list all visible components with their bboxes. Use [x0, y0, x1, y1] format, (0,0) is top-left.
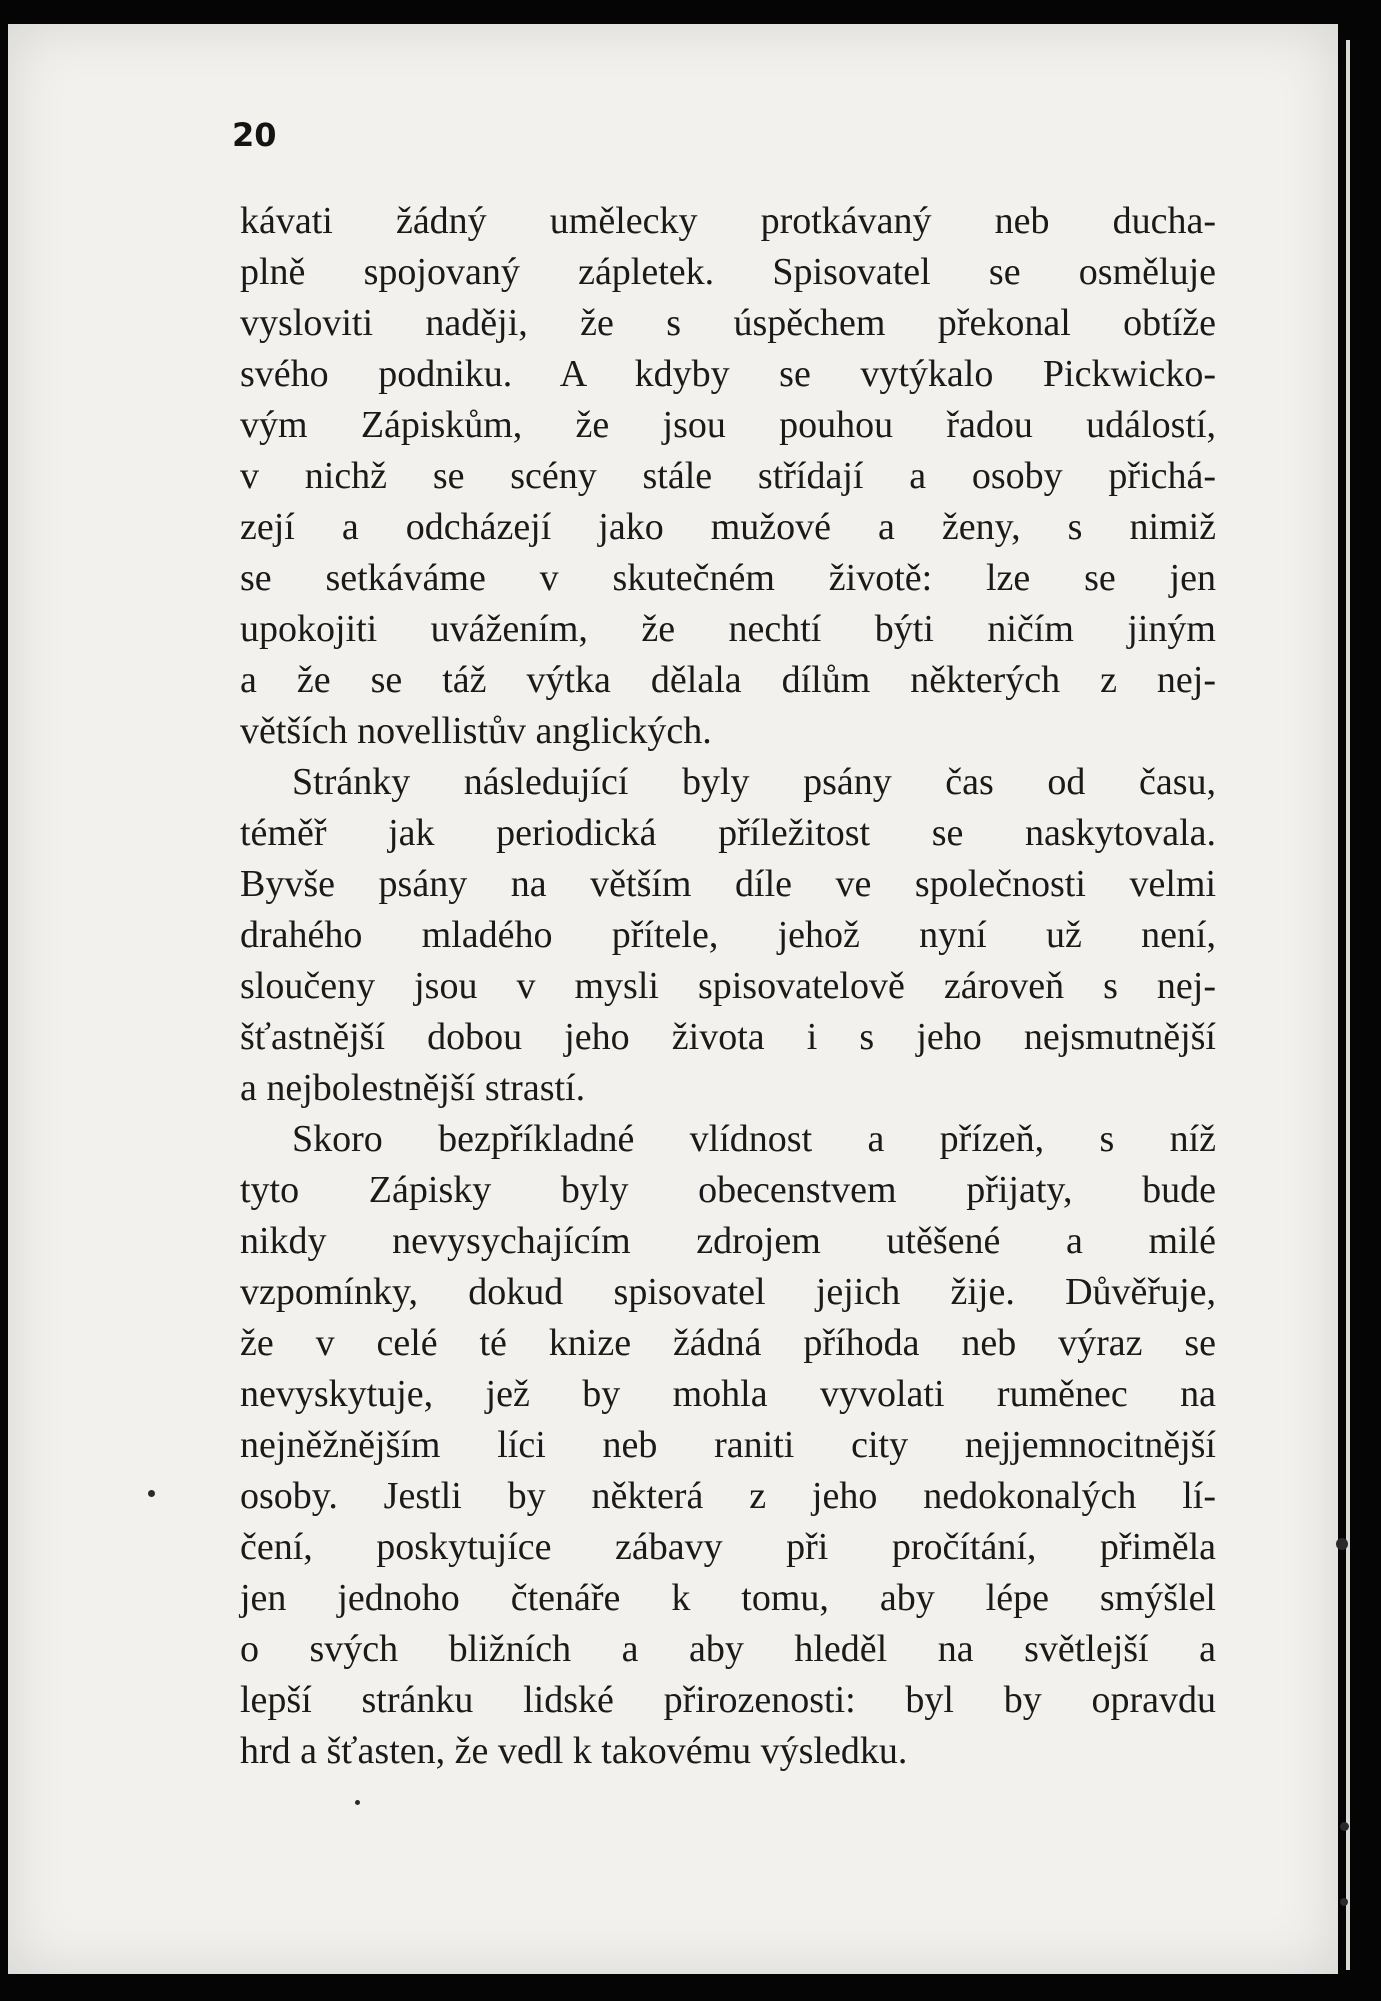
page-edge	[1346, 40, 1350, 1970]
text-line: že v celé té knize žádná příhoda neb výraz se	[240, 1322, 1216, 1364]
text-line: a že se táž výtka dělala dílům některých z nej-	[240, 659, 1216, 701]
scan-speck	[1340, 1898, 1348, 1906]
text-line: téměř jak periodická příležitost se naskytovala.	[240, 812, 1216, 854]
text-line: drahého mladého přítele, jehož nyní už není,	[240, 914, 1216, 956]
text-line: šťastnější dobou jeho života i s jeho nejsmutnější	[240, 1016, 1216, 1058]
text-line: Byvše psány na větším díle ve společnosti velmi	[240, 863, 1216, 905]
text-line: nikdy nevysychajícím zdrojem utěšené a milé	[240, 1220, 1216, 1262]
text-line: tyto Zápisky byly obecenstvem přijaty, bude	[240, 1169, 1216, 1211]
text-line: osoby. Jestli by některá z jeho nedokonalých lí-	[240, 1475, 1216, 1517]
text-line: vzpomínky, dokud spisovatel jejich žije. Důvěřuje,	[240, 1271, 1216, 1313]
text-line: vým Zápiskům, že jsou pouhou řadou událostí,	[240, 404, 1216, 446]
text-line: kávati žádný umělecky protkávaný neb ducha-	[240, 200, 1216, 242]
text-line: nevyskytuje, jež by mohla vyvolati ruměnec na	[240, 1373, 1216, 1415]
text-line: svého podniku. A kdyby se vytýkalo Pickwicko-	[240, 353, 1216, 395]
text-line: sloučeny jsou v mysli spisovatelově zároveň s nej-	[240, 965, 1216, 1007]
scan-speck	[1340, 1822, 1349, 1831]
scan-speck	[1336, 1538, 1348, 1550]
text-line: vysloviti naději, že s úspěchem překonal obtíže	[240, 302, 1216, 344]
page-number: 20	[232, 116, 277, 154]
paragraph-1	[240, 196, 1216, 757]
text-line: se setkáváme v skutečném životě: lze se jen	[240, 557, 1216, 599]
text-line: plně spojovaný zápletek. Spisovatel se osměluje	[240, 251, 1216, 293]
text-line: jen jednoho čtenáře k tomu, aby lépe smýšlel	[240, 1577, 1216, 1619]
text-line: Stránky následující byly psány čas od času,	[292, 761, 1216, 803]
text-line: v nichž se scény stále střídají a osoby přichá-	[240, 455, 1216, 497]
text-line: o svých bližních a aby hleděl na světlejší a	[240, 1628, 1216, 1670]
text-line: zejí a odcházejí jako mužové a ženy, s nimiž	[240, 506, 1216, 548]
text-body	[240, 196, 1216, 1777]
text-line: větších novellistův anglických.	[240, 710, 712, 752]
text-line: nejněžnějším líci neb raniti city nejjemnocitnější	[240, 1424, 1216, 1466]
text-line: hrd a šťasten, že vedl k takovému výsledku.	[240, 1730, 908, 1772]
text-line: lepší stránku lidské přirozenosti: byl by opravdu	[240, 1679, 1216, 1721]
text-line: čení, poskytujíce zábavy při pročítání, přiměla	[240, 1526, 1216, 1568]
text-line: upokojiti uvážením, že nechtí býti ničím jiným	[240, 608, 1216, 650]
paragraph-2	[240, 757, 1216, 1114]
paragraph-3	[240, 1114, 1216, 1777]
text-line: a nejbolestnější strastí.	[240, 1067, 586, 1109]
scan-speck	[355, 1800, 360, 1805]
text-line: Skoro bezpříkladné vlídnost a přízeň, s níž	[292, 1118, 1216, 1160]
scan-speck	[148, 1490, 155, 1497]
